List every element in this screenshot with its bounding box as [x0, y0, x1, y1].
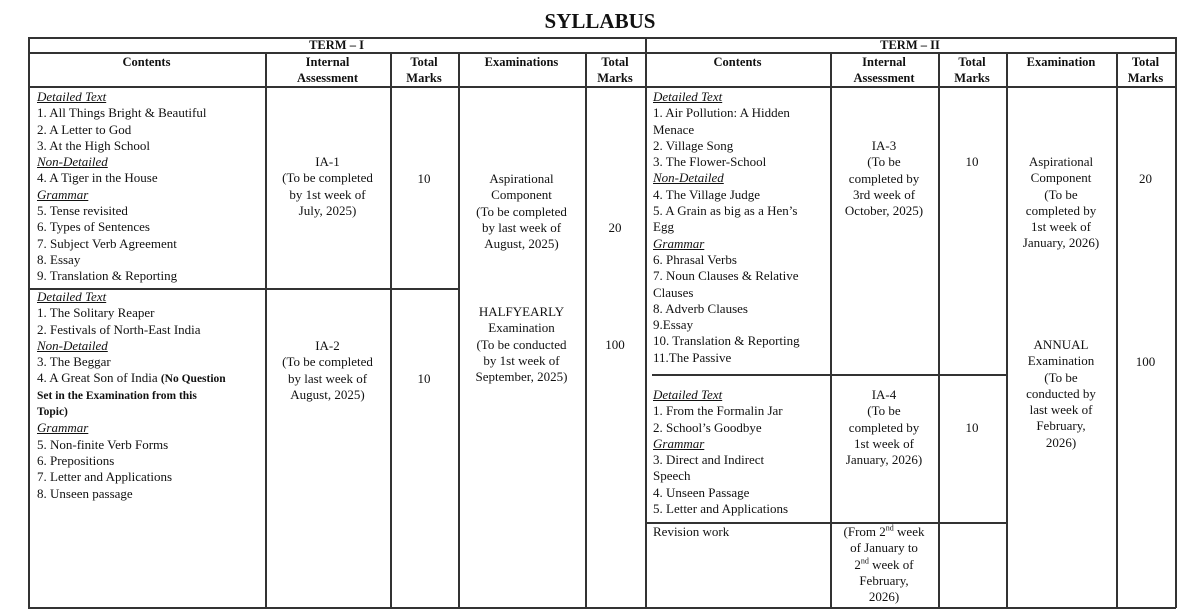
ia1-cell: [265, 154, 390, 219]
line: IA-2: [315, 338, 340, 353]
line: 7. Noun Clauses & Relative: [653, 268, 799, 284]
line: 8. Adverb Clauses: [653, 300, 748, 316]
line: last week of: [1029, 402, 1093, 418]
page-title: SYLLABUS: [544, 9, 656, 33]
line: 3. The Flower-School: [653, 154, 767, 170]
line: [37, 370, 226, 387]
line: Component: [1030, 170, 1092, 186]
line: by last week of: [481, 219, 562, 235]
line: of January to: [850, 540, 918, 556]
line: (To be conducted: [476, 336, 567, 352]
line: completed by: [1025, 202, 1097, 218]
line: 2026): [868, 589, 900, 605]
text: week of: [868, 556, 914, 572]
line: 5. A Grain as big as a Hen’s: [653, 203, 798, 219]
line: 7. Subject Verb Agreement: [37, 235, 177, 251]
text: (From 2: [843, 524, 886, 539]
section-heading: Non-Detailed: [653, 170, 724, 186]
line: 4. Unseen Passage: [653, 484, 750, 500]
ordinal-suffix: nd: [885, 523, 894, 533]
line: 8. Essay: [37, 251, 81, 267]
ia3-cell: [830, 138, 938, 219]
line: completed by: [848, 170, 920, 186]
line: October, 2025): [844, 203, 924, 219]
ia3-marks: [938, 154, 1006, 170]
line: 100: [605, 337, 625, 352]
line: 2. Village Song: [653, 137, 734, 153]
line: 10: [417, 371, 431, 386]
section-heading: Grammar: [37, 186, 89, 202]
line: 20: [1139, 171, 1152, 186]
line: February,: [859, 572, 909, 588]
section-heading: Non-Detailed: [37, 154, 108, 170]
line: 3. Direct and Indirect: [653, 452, 765, 468]
section-heading: Detailed Text: [653, 89, 723, 104]
section-heading: Detailed Text: [653, 387, 723, 402]
line: 3rd week of: [852, 186, 916, 202]
header-total-marks: Total Marks: [954, 55, 990, 85]
line: 20: [608, 220, 622, 235]
header-internal-assessment: Internal Assessment: [296, 55, 359, 85]
line: 1. All Things Bright & Beautiful: [37, 105, 207, 121]
line: 10. Translation & Reporting: [653, 333, 800, 349]
halfyearly-exam-cell: [458, 304, 585, 385]
line: 5. Non-finite Verb Forms: [37, 436, 169, 452]
line: 9. Translation & Reporting: [37, 268, 178, 284]
ia2-marks: [390, 371, 458, 387]
line: IA-4: [871, 387, 897, 402]
line: by 1st week of: [289, 186, 366, 202]
aspirational-component-cell: [458, 171, 585, 252]
line: 4. The Village Judge: [653, 186, 761, 202]
line: 6. Prepositions: [37, 452, 115, 468]
term1-label: TERM – I: [309, 38, 364, 52]
line: January, 2026): [1022, 235, 1100, 251]
header-total-marks: Total Marks: [406, 55, 442, 85]
section-heading: Grammar: [653, 235, 705, 251]
line: IA-1: [315, 154, 340, 169]
line: (To be: [867, 154, 901, 170]
line: by last week of: [287, 370, 368, 386]
term2-label: TERM – II: [880, 38, 940, 52]
line: Examination: [488, 320, 555, 336]
line: 1. Air Pollution: A Hidden: [653, 105, 790, 121]
section-heading: Grammar: [37, 420, 89, 436]
aspirational-marks: [585, 220, 645, 236]
line: July, 2025): [298, 202, 357, 218]
line: Menace: [653, 121, 695, 137]
annual-exam-cell: [1006, 337, 1116, 451]
line: (To be: [1044, 369, 1078, 385]
line: 3. The Beggar: [37, 354, 111, 370]
line: 10: [965, 420, 979, 435]
line: 2. Festivals of North-East India: [37, 321, 201, 337]
text: 2: [854, 556, 861, 572]
line: ANNUAL: [1033, 337, 1089, 352]
line: (To be completed: [282, 170, 373, 186]
line: 3. At the High School: [37, 137, 151, 153]
line: 9.Essay: [653, 317, 694, 333]
term2-contents-part1: [653, 89, 800, 366]
line: February,: [1036, 418, 1086, 434]
line: 10: [417, 171, 431, 186]
line: (To be completed: [282, 354, 373, 370]
line: 2. A Letter to God: [37, 121, 132, 137]
line: August, 2025): [290, 386, 365, 402]
revision-period: [830, 524, 938, 605]
section-heading: Grammar: [653, 435, 705, 451]
aspirational-component-cell: [1006, 154, 1116, 252]
line: Aspirational: [1028, 154, 1094, 169]
line: 1st week of: [1031, 219, 1091, 235]
line: 1st week of: [854, 435, 914, 451]
ia2-cell: [265, 338, 390, 403]
section-heading: Detailed Text: [37, 289, 107, 304]
header-examinations: Examinations: [484, 55, 559, 69]
header-total-marks: Total Marks: [597, 55, 633, 85]
line: Egg: [653, 219, 674, 235]
line: 1. From the Formalin Jar: [653, 403, 783, 419]
term1-contents-part2: [37, 289, 226, 502]
revision-work: [653, 524, 729, 540]
note: Set in the Examination from this: [37, 389, 197, 402]
aspirational-marks: [1116, 171, 1175, 187]
line: (To be: [867, 403, 901, 419]
text: 4. A Great Son of India: [37, 370, 161, 386]
line: (To be: [1044, 186, 1078, 202]
note: Topic): [37, 406, 68, 419]
line: completed by: [848, 419, 920, 435]
line: September, 2025): [475, 369, 568, 385]
line: 2026): [1045, 434, 1077, 450]
line: January, 2026): [845, 452, 923, 468]
line: Revision work: [653, 524, 730, 539]
section-heading: Non-Detailed: [37, 337, 108, 353]
header-examination: Examination: [1026, 55, 1096, 69]
line: by 1st week of: [483, 352, 560, 368]
text: week: [893, 524, 925, 539]
header-contents: Contents: [122, 55, 171, 69]
annual-marks: [1116, 354, 1175, 370]
line: 6. Phrasal Verbs: [653, 251, 737, 267]
line: HALFYEARLY: [478, 304, 565, 319]
line: 2. School’s Goodbye: [653, 419, 762, 435]
header-total-marks: Total Marks: [1127, 55, 1164, 85]
term2-contents-part2: [653, 387, 788, 517]
line: 10: [965, 154, 979, 169]
header-internal-assessment: Internal Assessment: [853, 55, 915, 85]
line: 11.The Passive: [653, 349, 732, 365]
line: 8. Unseen passage: [37, 485, 133, 501]
line: [830, 557, 938, 573]
line: 5. Letter and Applications: [653, 501, 789, 517]
line: 5. Tense revisited: [37, 203, 128, 219]
line: 7. Letter and Applications: [37, 469, 173, 485]
ia4-marks: [938, 420, 1006, 436]
line: Speech: [653, 468, 691, 484]
term1-contents-part1: [37, 89, 206, 285]
line: Examination: [1027, 353, 1095, 369]
ia4-cell: [830, 387, 938, 468]
ia1-marks: [390, 171, 458, 187]
line: August, 2025): [484, 236, 559, 252]
halfyearly-marks: [585, 337, 645, 353]
line: Clauses: [653, 284, 694, 300]
section-heading: Detailed Text: [37, 89, 107, 104]
ordinal-suffix: nd: [860, 556, 869, 566]
line: 100: [1135, 354, 1156, 369]
line: [830, 524, 938, 540]
line: Component: [491, 187, 552, 203]
line: 4. A Tiger in the House: [37, 170, 158, 186]
note: (No Question: [160, 373, 226, 386]
line: IA-3: [871, 138, 897, 153]
line: (To be completed: [476, 203, 567, 219]
line: Aspirational: [489, 171, 554, 186]
line: 6. Types of Sentences: [37, 219, 150, 235]
header-contents: Contents: [713, 55, 762, 69]
line: conducted by: [1026, 385, 1096, 401]
line: 1. The Solitary Reaper: [37, 305, 155, 321]
